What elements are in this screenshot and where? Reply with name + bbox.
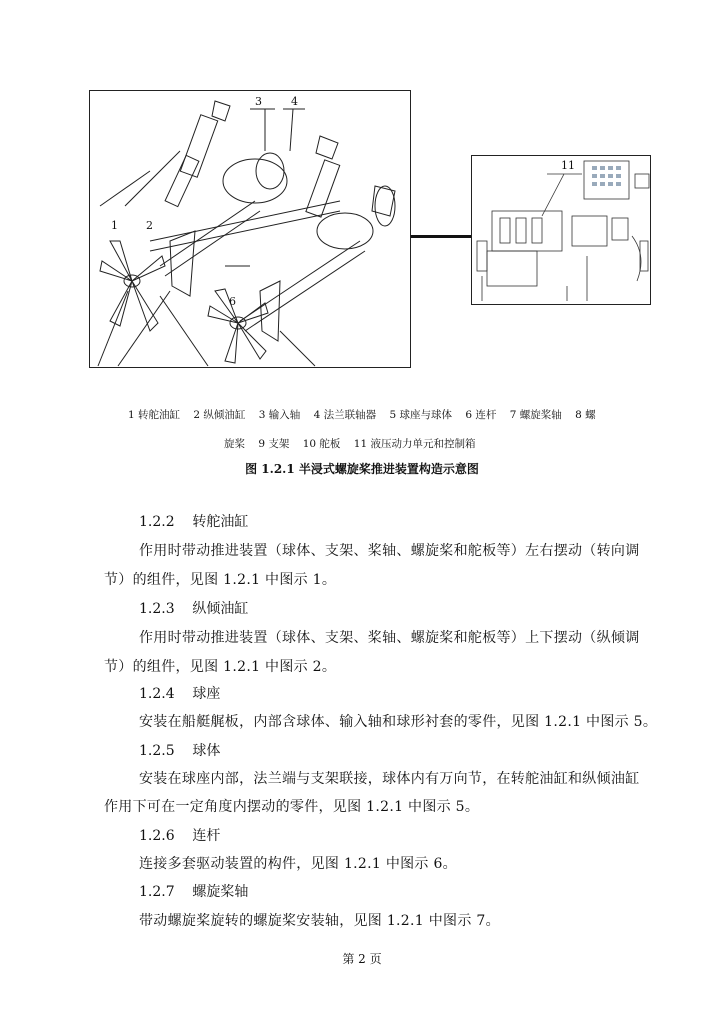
callout-1: 1 xyxy=(111,219,118,232)
callout-6: 6 xyxy=(229,295,236,308)
figure-caption: 图 1.2.1 半浸式螺旋桨推进装置构造示意图 xyxy=(245,462,479,476)
section-text-1-2-4-line-1: 安装在船艇艉板，内部含球体、输入轴和球形衬套的零件，见图 1.2.1 中图示 5。 xyxy=(139,714,658,730)
section-text-1-2-3-line-1: 作用时带动推进装置（球体、支架、桨轴、螺旋桨和舵板等）上下摆动（纵倾调 xyxy=(139,630,640,646)
section-text-1-2-2-line-2: 节）的组件，见图 1.2.1 中图示 1。 xyxy=(104,572,337,588)
section-text-1-2-6-line-1: 连接多套驱动装置的构件，见图 1.2.1 中图示 6。 xyxy=(139,856,457,872)
section-heading-1-2-7: 1.2.7 螺旋桨轴 xyxy=(139,884,249,900)
hydraulic-unit-illustration xyxy=(472,156,652,306)
callout-4: 4 xyxy=(291,95,298,108)
section-text-1-2-7-line-1: 带动螺旋桨旋转的螺旋桨安装轴，见图 1.2.1 中图示 7。 xyxy=(139,913,500,929)
section-text-1-2-5-line-1: 安装在球座内部，法兰端与支架联接，球体内有万向节，在转舵油缸和纵倾油缸 xyxy=(139,771,640,787)
figure-hydraulic-unit xyxy=(471,155,651,305)
figure-connector-line xyxy=(411,235,471,238)
section-heading-1-2-3: 1.2.3 纵倾油缸 xyxy=(139,601,249,617)
figure-legend-line-2: 旋桨 9 支架 10 舵板 11 液压动力单元和控制箱 xyxy=(224,438,476,450)
callout-2: 2 xyxy=(146,219,153,232)
section-heading-1-2-5: 1.2.5 球体 xyxy=(139,743,221,759)
section-text-1-2-5-line-2: 作用下可在一定角度内摆动的零件，见图 1.2.1 中图示 5。 xyxy=(104,799,480,815)
page-number: 第 2 页 xyxy=(342,952,382,966)
figure-propulsion-drawing xyxy=(89,90,411,368)
section-text-1-2-3-line-2: 节）的组件，见图 1.2.1 中图示 2。 xyxy=(104,659,337,675)
section-heading-1-2-2: 1.2.2 转舵油缸 xyxy=(139,514,249,530)
section-heading-1-2-6: 1.2.6 连杆 xyxy=(139,828,221,844)
callout-3: 3 xyxy=(255,95,262,108)
section-text-1-2-2-line-1: 作用时带动推进装置（球体、支架、桨轴、螺旋桨和舵板等）左右摆动（转向调 xyxy=(139,543,640,559)
section-heading-1-2-4: 1.2.4 球座 xyxy=(139,686,221,702)
propulsion-illustration xyxy=(90,91,412,369)
callout-11: 11 xyxy=(561,159,575,172)
figure-legend-line-1: 1 转舵油缸 2 纵倾油缸 3 输入轴 4 法兰联轴器 5 球座与球体 6 连杆 7 螺旋桨轴 8 螺 xyxy=(128,409,596,421)
